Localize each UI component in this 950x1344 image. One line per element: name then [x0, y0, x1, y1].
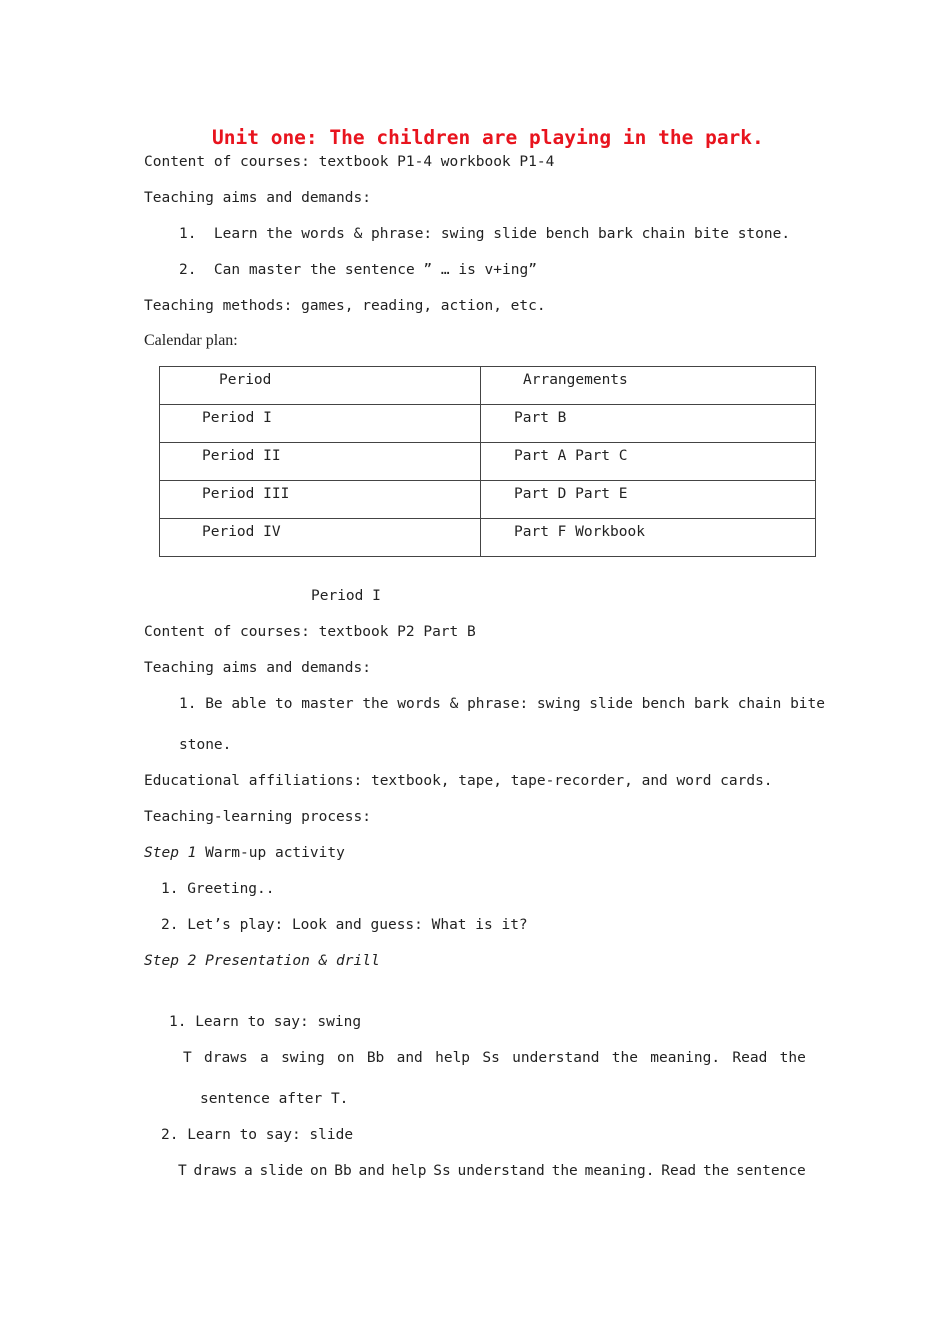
description-word: a	[260, 1050, 269, 1066]
period-aim-line: stone.	[179, 737, 232, 753]
period-aim-line: 1. Be able to master the words & phrase: swing slide bench bark chain bite	[179, 696, 826, 712]
description-word: a	[243, 1163, 253, 1179]
description-word: and	[396, 1050, 423, 1066]
educational-affiliations: Educational affiliations: textbook, tape, tape-recorder, and word cards.	[144, 773, 773, 789]
learn-slide-description	[178, 1162, 806, 1180]
description-word: Bb	[334, 1163, 352, 1179]
description-word: on	[309, 1163, 328, 1179]
period-aims-label: Teaching aims and demands:	[144, 660, 371, 676]
learn-swing-description-cont: sentence after T.	[200, 1091, 349, 1107]
description-word: Bb	[366, 1050, 385, 1066]
table-cell: Part B	[481, 405, 816, 443]
table-cell: Period I	[160, 405, 481, 443]
process-label: Teaching-learning process:	[144, 809, 371, 825]
description-word: the	[779, 1050, 806, 1066]
description-word: draws	[193, 1163, 238, 1179]
table-header-cell: Arrangements	[481, 367, 816, 405]
step-1-heading	[144, 844, 345, 862]
step-1-label: Step 1	[144, 845, 197, 861]
description-word: the	[551, 1163, 578, 1179]
description-word: meaning.	[650, 1050, 721, 1066]
table-cell: Period III	[160, 481, 481, 519]
step-1-item: 1. Greeting..	[161, 881, 275, 897]
description-word: Ss	[482, 1050, 500, 1066]
description-word: Read	[661, 1163, 697, 1179]
description-word: the	[702, 1163, 730, 1179]
table-header-row	[160, 367, 816, 405]
table-cell: Part A Part C	[481, 443, 816, 481]
table-cell: Period II	[160, 443, 481, 481]
table-row	[160, 405, 816, 443]
description-word: meaning.	[584, 1163, 655, 1179]
description-word: understand	[457, 1163, 545, 1179]
description-word: T	[178, 1163, 187, 1179]
content-of-courses: Content of courses: textbook P1-4 workbook P1-4	[144, 154, 555, 170]
table-cell: Part D Part E	[481, 481, 816, 519]
aim-item: 2. Can master the sentence ” … is v+ing”	[179, 262, 537, 278]
period-content: Content of courses: textbook P2 Part B	[144, 624, 476, 640]
description-word: on	[337, 1050, 355, 1066]
description-word: draws	[204, 1050, 248, 1066]
description-word: Read	[732, 1050, 768, 1066]
aims-label: Teaching aims and demands:	[144, 190, 371, 206]
description-word: help	[391, 1163, 427, 1179]
description-word: T	[183, 1050, 192, 1066]
learn-swing: 1. Learn to say: swing	[169, 1014, 362, 1030]
step-1-title: Warm-up activity	[196, 845, 345, 861]
calendar-plan-table	[159, 366, 816, 557]
description-word: swing	[281, 1050, 325, 1066]
step-2-heading: Step 2 Presentation & drill	[144, 953, 380, 969]
teaching-methods: Teaching methods: games, reading, action, etc.	[144, 298, 546, 314]
description-word: slide	[259, 1163, 304, 1179]
table-row	[160, 481, 816, 519]
learn-swing-description	[183, 1049, 806, 1067]
table-row	[160, 519, 816, 557]
table-cell: Part F Workbook	[481, 519, 816, 557]
period-heading: Period I	[311, 588, 381, 604]
description-word: the	[611, 1050, 638, 1066]
aim-item: 1. Learn the words & phrase: swing slide bench bark chain bite stone.	[179, 226, 791, 242]
table-header-cell: Period	[160, 367, 481, 405]
document-title: Unit one: The children are playing in the park.	[212, 126, 764, 149]
table-row	[160, 443, 816, 481]
learn-slide: 2. Learn to say: slide	[161, 1127, 354, 1143]
description-word: understand	[512, 1050, 600, 1066]
description-word: Ss	[433, 1163, 451, 1179]
description-word: and	[358, 1163, 385, 1179]
table-cell: Period IV	[160, 519, 481, 557]
description-word: sentence	[735, 1163, 806, 1179]
step-1-item: 2. Let’s play: Look and guess: What is it?	[161, 917, 528, 933]
calendar-label: Calendar plan:	[144, 332, 238, 349]
description-word: help	[435, 1050, 471, 1066]
